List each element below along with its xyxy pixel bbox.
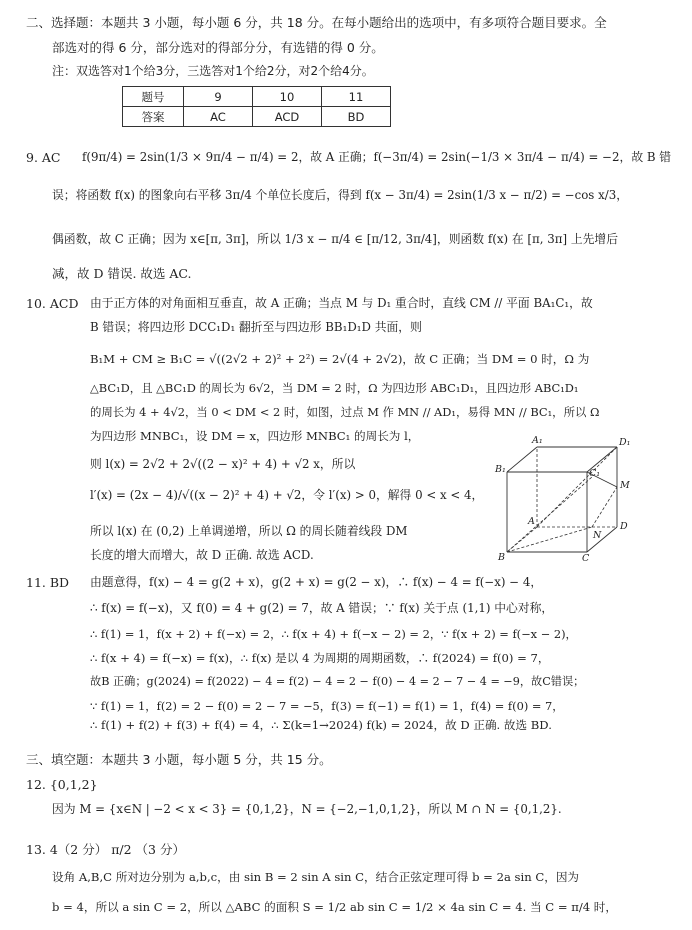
section2-heading-line1: 二、选择题：本题共 3 小题，每小题 6 分，共 18 分。在每小题给出的选项中，有多项符合题目要求。全	[26, 15, 607, 30]
answer-table	[122, 86, 391, 127]
q10-line9: 所以 l(x) 在 (0,2) 上单调递增，所以 Ω 的周长随着线段 DM	[90, 524, 408, 538]
q13-line2: b = 4，所以 a sin C = 2，所以 △ABC 的面积 S = 1/2 ab sin C = 1/2 × 4a sin C = 4. 当 C = π/4 时，	[52, 900, 617, 914]
vertex-label-D1: D₁	[619, 437, 631, 448]
vertex-label-B1: B₁	[495, 464, 506, 475]
q11-line5: 故B 正确；g(2024) = f(2022) − 4 = f(2) − 4 = 2 − f(0) − 4 = 2 − 7 − 4 = −9，故C错误；	[90, 675, 585, 688]
section3-heading: 三、填空题：本题共 3 小题，每小题 5 分，共 15 分。	[26, 752, 332, 767]
answer-table-number: 11	[322, 87, 391, 107]
q10-line8: l′(x) = (2x − 4)/√((x − 2)² + 4) + √2，令 l′(x) > 0，解得 0 < x < 4，	[90, 488, 484, 502]
q9-line2: 误；将函数 f(x) 的图象向右平移 3π/4 个单位长度后，得到 f(x − 3π/4) = 2sin(1/3 x − π/2) = −cos x/3，	[52, 188, 629, 202]
vertex-label-C1: C₁	[589, 468, 601, 479]
q9-line1: f(9π/4) = 2sin(1/3 × 9π/4 − π/4) = 2，故 A 正确；f(−3π/4) = 2sin(−1/3 × 3π/4 − π/4) = −2，故 B 错	[82, 150, 672, 164]
vertex-label-D: D	[620, 521, 628, 532]
vertex-label-C: C	[582, 553, 590, 562]
q13-line1: 设角 A,B,C 所对边分别为 a,b,c，由 sin B = 2 sin A sin C，结合正弦定理可得 b = 2a sin C，因为	[52, 870, 580, 884]
q10-line1: 由于正方体的对角面相互垂直，故 A 正确；当点 M 与 D₁ 重合时，直线 CM // 平面 BA₁C₁，故	[90, 296, 593, 310]
q10-line4: △BC₁D，且 △BC₁D 的周长为 6√2，当 DM = 2 时，Ω 为四边形 ABC₁D₁，且四边形 ABC₁D₁	[90, 381, 579, 395]
q10-line6: 为四边形 MNBC₁，设 DM = x，四边形 MNBC₁ 的周长为 l，	[90, 429, 420, 443]
q11-line7: ∴ f(1) + f(2) + f(3) + f(4) = 4，∴ Σ(k=1→2024) f(k) = 2024，故 D 正确. 故选 BD.	[90, 718, 552, 732]
q10-line3: B₁M + CM ≥ B₁C = √((2√2 + 2)² + 2²) = 2√(4 + 2√2)，故 C 正确；当 DM = 0 时，Ω 为	[90, 352, 590, 366]
q10-line7: 则 l(x) = 2√2 + 2√((2 − x)² + 4) + √2 x，所以	[90, 457, 356, 471]
answer-table-answer: ACD	[253, 107, 322, 127]
q10-line10: 长度的增大而增大，故 D 正确. 故选 ACD.	[90, 548, 314, 562]
q11-line4: ∴ f(x + 4) = f(−x) = f(x)，∴ f(x) 是以 4 为周期的周期函数，∴ f(2024) = f(0) = 7，	[90, 651, 550, 665]
answer-table-answer-row	[123, 107, 391, 127]
q11-line3: ∴ f(1) = 1，f(x + 2) + f(−x) = 2，∴ f(x + 4) + f(−x − 2) = 2，∵ f(x + 2) = f(−x − 2)，	[90, 627, 577, 641]
answer-table-answer: AC	[184, 107, 253, 127]
q9-label: 9. AC	[26, 150, 61, 165]
q11-line2: ∴ f(x) = f(−x)，又 f(0) = 4 + g(2) = 7，故 A 错误；∵ f(x) 关于点 (1,1) 中心对称，	[90, 601, 554, 615]
answer-table-answer: BD	[322, 107, 391, 127]
cube-figure	[492, 432, 642, 562]
vertex-label-M: M	[620, 480, 630, 491]
edge-NM	[592, 487, 617, 527]
answer-table-number: 10	[253, 87, 322, 107]
vertex-label-B: B	[498, 552, 505, 562]
vertex-label-N: N	[593, 530, 602, 541]
answer-table-number-row	[123, 87, 391, 107]
q12-label: 12. {0,1,2}	[26, 777, 98, 792]
q13-label: 13. 4（2 分） π/2 （3 分）	[26, 842, 185, 857]
q11-label: 11. BD	[26, 575, 70, 590]
answer-table-header-number: 题号	[123, 87, 184, 107]
vertex-label-A: A	[528, 516, 535, 527]
vertex-label-A1: A₁	[532, 435, 543, 446]
section2-note: 注：双选答对1个给3分，三选答对1个给2分，对2个给4分。	[52, 64, 374, 78]
edge-A1B1	[507, 447, 537, 472]
q11-line6: ∵ f(1) = 1，f(2) = 2 − f(0) = 2 − 7 = −5，f(3) = f(−1) = f(1) = 1，f(4) = f(0) = 7，	[90, 699, 564, 713]
q9-line4: 减，故 D 错误. 故选 AC.	[52, 266, 192, 281]
answer-table-number: 9	[184, 87, 253, 107]
edge-CD	[587, 527, 617, 552]
answer-table-header-answer: 答案	[123, 107, 184, 127]
q9-line3: 偶函数，故 C 正确；因为 x∈[π, 3π]，所以 1/3 x − π/4 ∈ [π/12, 3π/4]，则函数 f(x) 在 [π, 3π] 上先增后	[52, 232, 619, 246]
edge-BC1	[507, 477, 592, 552]
edge-BN	[507, 527, 592, 552]
q11-line1: 由题意得，f(x) − 4 = g(2 + x)，g(2 + x) = g(2 − x)，∴ f(x) − 4 = f(−x) − 4，	[90, 575, 543, 589]
q12-line1: 因为 M = {x∈N | −2 < x < 3} = {0,1,2}，N = {−2,−1,0,1,2}，所以 M ∩ N = {0,1,2}.	[52, 802, 562, 816]
section2-heading-line2: 部选对的得 6 分，部分选对的得部分分，有选错的得 0 分。	[52, 40, 384, 55]
q10-line2: B 错误；将四边形 DCC₁D₁ 翻折至与四边形 BB₁D₁D 共面，则	[90, 320, 422, 334]
q10-label: 10. ACD	[26, 296, 79, 311]
q10-line5: 的周长为 4 + 4√2，当 0 < DM < 2 时，如图，过点 M 作 MN // AD₁，易得 MN // BC₁，所以 Ω	[90, 405, 600, 419]
